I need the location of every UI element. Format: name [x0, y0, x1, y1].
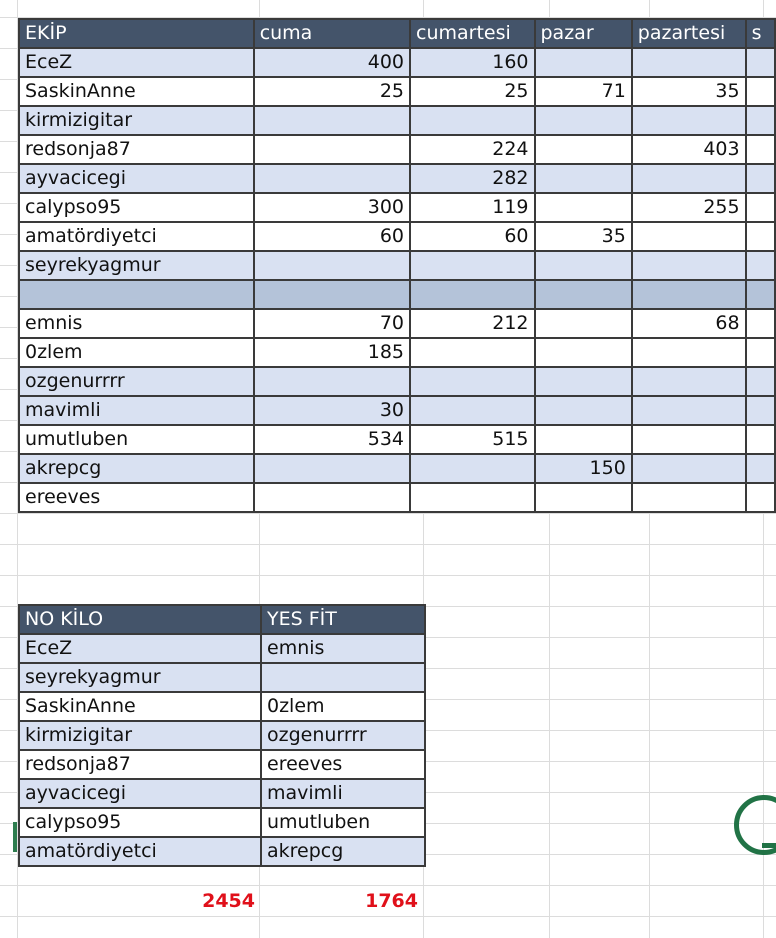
member-name-cell[interactable]: ozgenurrrr	[19, 367, 254, 396]
table-row	[19, 425, 775, 454]
column-header[interactable]: pazartesi	[632, 19, 746, 48]
table-row	[19, 808, 425, 837]
value-cell[interactable]	[410, 338, 535, 367]
column-header[interactable]: pazar	[535, 19, 632, 48]
value-cell[interactable]	[632, 338, 746, 367]
cut-off-cell[interactable]	[746, 135, 775, 164]
member-name-cell[interactable]: ayvacicegi	[19, 164, 254, 193]
value-cell[interactable]	[632, 222, 746, 251]
yes-fit-member-cell[interactable]	[261, 663, 425, 692]
member-name-cell[interactable]: umutluben	[19, 425, 254, 454]
cut-off-cell[interactable]	[746, 280, 775, 309]
no-kilo-member-cell[interactable]: kirmizigitar	[19, 721, 261, 750]
member-name-cell[interactable]: seyrekyagmur	[19, 251, 254, 280]
cut-off-cell[interactable]	[746, 164, 775, 193]
yes-fit-member-cell[interactable]: ereeves	[261, 750, 425, 779]
member-name-cell[interactable]: mavimli	[19, 396, 254, 425]
member-name-cell[interactable]: emnis	[19, 309, 254, 338]
table-row	[19, 396, 775, 425]
yes-fit-member-cell[interactable]: ozgenurrrr	[261, 721, 425, 750]
value-cell[interactable]: 71	[535, 77, 632, 106]
table-row	[19, 338, 775, 367]
member-name-cell[interactable]: redsonja87	[19, 135, 254, 164]
value-cell[interactable]: 119	[410, 193, 535, 222]
selection-marker	[13, 822, 17, 852]
member-name-cell[interactable]	[19, 280, 254, 309]
value-cell[interactable]	[632, 396, 746, 425]
table-row	[19, 251, 775, 280]
value-cell[interactable]	[410, 396, 535, 425]
table-row	[19, 164, 775, 193]
value-cell[interactable]: 515	[410, 425, 535, 454]
no-kilo-member-cell[interactable]: SaskinAnne	[19, 692, 261, 721]
table-row	[19, 193, 775, 222]
value-cell[interactable]	[410, 106, 535, 135]
table-row	[19, 222, 775, 251]
value-cell[interactable]: 403	[632, 135, 746, 164]
value-cell[interactable]	[535, 48, 632, 77]
value-cell[interactable]: 25	[254, 77, 410, 106]
no-kilo-member-cell[interactable]: redsonja87	[19, 750, 261, 779]
cut-off-cell[interactable]	[746, 396, 775, 425]
value-cell[interactable]	[254, 106, 410, 135]
member-name-cell[interactable]: 0zlem	[19, 338, 254, 367]
column-header[interactable]: EKİP	[19, 19, 254, 48]
table-row	[19, 663, 425, 692]
value-cell[interactable]: 400	[254, 48, 410, 77]
value-cell[interactable]	[535, 280, 632, 309]
value-cell[interactable]	[632, 280, 746, 309]
value-cell[interactable]	[535, 193, 632, 222]
value-cell[interactable]	[632, 164, 746, 193]
yes-fit-member-cell[interactable]: 0zlem	[261, 692, 425, 721]
value-cell[interactable]	[254, 483, 410, 512]
value-cell[interactable]	[632, 425, 746, 454]
value-cell[interactable]	[535, 164, 632, 193]
header-row	[19, 605, 425, 634]
table-row	[19, 135, 775, 164]
cut-off-cell[interactable]	[746, 48, 775, 77]
member-name-cell[interactable]: SaskinAnne	[19, 77, 254, 106]
table-row	[19, 779, 425, 808]
value-cell[interactable]: 150	[535, 454, 632, 483]
value-cell[interactable]	[254, 251, 410, 280]
value-cell[interactable]	[632, 454, 746, 483]
value-cell[interactable]	[535, 106, 632, 135]
value-cell[interactable]: 35	[632, 77, 746, 106]
cut-off-cell[interactable]	[746, 309, 775, 338]
value-cell[interactable]	[535, 251, 632, 280]
value-cell[interactable]	[535, 483, 632, 512]
table-row	[19, 77, 775, 106]
cut-off-cell[interactable]	[746, 106, 775, 135]
value-cell[interactable]: 282	[410, 164, 535, 193]
value-cell[interactable]: 534	[254, 425, 410, 454]
value-cell[interactable]	[410, 483, 535, 512]
cut-off-cell[interactable]	[746, 251, 775, 280]
table-row	[19, 750, 425, 779]
cut-off-cell[interactable]	[746, 425, 775, 454]
value-cell[interactable]: 68	[632, 309, 746, 338]
member-name-cell[interactable]: calypso95	[19, 193, 254, 222]
value-cell[interactable]	[254, 280, 410, 309]
value-cell[interactable]	[535, 135, 632, 164]
cut-off-cell[interactable]	[746, 193, 775, 222]
member-name-cell[interactable]: EceZ	[19, 48, 254, 77]
no-kilo-member-cell[interactable]: ayvacicegi	[19, 779, 261, 808]
yes-fit-member-cell[interactable]: mavimli	[261, 779, 425, 808]
member-name-cell[interactable]: ereeves	[19, 483, 254, 512]
table-row	[19, 454, 775, 483]
column-header[interactable]: s	[746, 19, 775, 48]
value-cell[interactable]: 212	[410, 309, 535, 338]
value-cell[interactable]	[535, 425, 632, 454]
value-cell[interactable]	[410, 367, 535, 396]
member-name-cell[interactable]: amatördiyetci	[19, 222, 254, 251]
value-cell[interactable]: 255	[632, 193, 746, 222]
cut-off-cell[interactable]	[746, 338, 775, 367]
table-row	[19, 280, 775, 309]
yes-fit-member-cell[interactable]: umutluben	[261, 808, 425, 837]
table-row	[19, 721, 425, 750]
value-cell[interactable]	[632, 251, 746, 280]
value-cell[interactable]	[632, 106, 746, 135]
cut-off-cell[interactable]	[746, 222, 775, 251]
value-cell[interactable]: 224	[410, 135, 535, 164]
value-cell[interactable]	[535, 309, 632, 338]
table-row	[19, 367, 775, 396]
no-kilo-member-cell[interactable]: amatördiyetci	[19, 837, 261, 866]
cut-off-cell[interactable]	[746, 454, 775, 483]
value-cell[interactable]: 70	[254, 309, 410, 338]
value-cell[interactable]: 160	[410, 48, 535, 77]
team-header[interactable]: NO KİLO	[19, 605, 261, 634]
column-header[interactable]: cumartesi	[410, 19, 535, 48]
table-row	[19, 48, 775, 77]
value-cell[interactable]	[535, 367, 632, 396]
no-kilo-total: 2454	[202, 890, 255, 912]
value-cell[interactable]: 300	[254, 193, 410, 222]
yes-fit-member-cell[interactable]: emnis	[261, 634, 425, 663]
value-cell[interactable]	[254, 164, 410, 193]
value-cell[interactable]: 185	[254, 338, 410, 367]
value-cell[interactable]	[254, 367, 410, 396]
table-row	[19, 634, 425, 663]
value-cell[interactable]: 35	[535, 222, 632, 251]
table-row	[19, 692, 425, 721]
cut-off-cell[interactable]	[746, 483, 775, 512]
value-cell[interactable]	[632, 483, 746, 512]
no-kilo-member-cell[interactable]: EceZ	[19, 634, 261, 663]
column-header[interactable]: cuma	[254, 19, 410, 48]
value-cell[interactable]	[535, 338, 632, 367]
value-cell[interactable]	[632, 48, 746, 77]
team-header[interactable]: YES FİT	[261, 605, 425, 634]
value-cell[interactable]	[632, 367, 746, 396]
value-cell[interactable]	[254, 135, 410, 164]
cut-off-cell[interactable]	[746, 77, 775, 106]
value-cell[interactable]: 60	[254, 222, 410, 251]
table-row	[19, 309, 775, 338]
value-cell[interactable]	[410, 251, 535, 280]
member-name-cell[interactable]: kirmizigitar	[19, 106, 254, 135]
no-kilo-member-cell[interactable]: seyrekyagmur	[19, 663, 261, 692]
value-cell[interactable]: 25	[410, 77, 535, 106]
member-name-cell[interactable]: akrepcg	[19, 454, 254, 483]
table-row	[19, 837, 425, 866]
value-cell[interactable]	[410, 454, 535, 483]
no-kilo-member-cell[interactable]: calypso95	[19, 808, 261, 837]
excel-logo-tail	[762, 843, 776, 848]
team-weight-table	[18, 18, 776, 513]
yes-fit-total: 1764	[365, 890, 418, 912]
table-row	[19, 483, 775, 512]
value-cell[interactable]	[254, 454, 410, 483]
header-row	[19, 19, 775, 48]
value-cell[interactable]: 60	[410, 222, 535, 251]
cut-off-cell[interactable]	[746, 367, 775, 396]
teams-summary-table	[18, 604, 426, 867]
value-cell[interactable]	[535, 396, 632, 425]
value-cell[interactable]: 30	[254, 396, 410, 425]
value-cell[interactable]	[410, 280, 535, 309]
yes-fit-member-cell[interactable]: akrepcg	[261, 837, 425, 866]
table-row	[19, 106, 775, 135]
